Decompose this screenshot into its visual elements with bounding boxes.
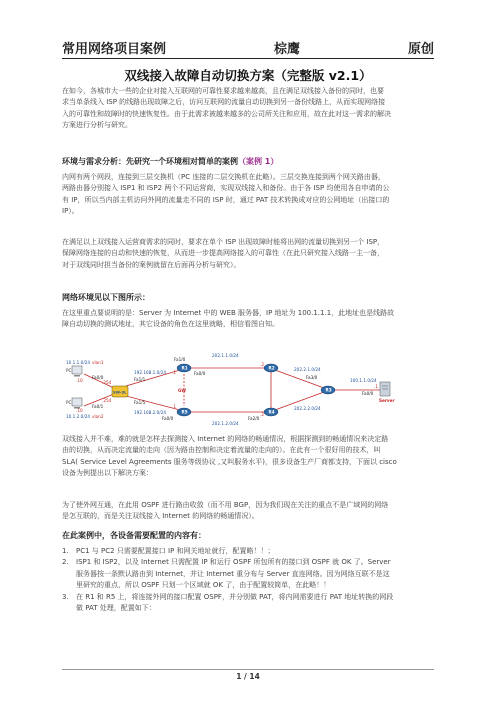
text-line: 求当单条线入 ISP 的线路出现故障之后，访问互联网的流量自动切换到另一备份线路上，从而实现网络接 xyxy=(62,98,386,107)
text-line: 在如今，各城市大一些的企业对接入互联网的可靠性要求越来越高，且在满足双线接入备份的同时，也要 xyxy=(62,87,384,95)
header-rule xyxy=(62,58,434,59)
net-top-label: 202.1.1.0/24 xyxy=(212,353,239,358)
r3-fa30-label: Fa3/0 xyxy=(306,375,318,380)
host-254-a: .254 xyxy=(102,380,112,385)
router-r1-label: R1 xyxy=(181,365,188,371)
page-number: 1 / 14 xyxy=(236,672,260,681)
list-item xyxy=(62,546,434,557)
text-line: 障自动切换的测试地址，其它设备的角色在这里就略，相信看图自知。 xyxy=(62,320,279,329)
link-r1-label: 192.168.1.0/24 xyxy=(134,370,167,375)
pc1-label: PC xyxy=(66,368,72,373)
section-heading-network: 网络环境见以下图所示： xyxy=(62,293,150,302)
list-number: 2. xyxy=(62,558,69,567)
list-item xyxy=(62,592,434,615)
r5-fa00-label: Fa0/0 xyxy=(162,416,174,421)
page-header xyxy=(62,38,434,56)
text-line: 内网有两个网段，连接到三层交换机（PC 连接的二层交换机在此略）。三层交换连接到两个网关路由器， xyxy=(62,173,385,181)
list-item xyxy=(62,557,434,591)
ospf-paragraph xyxy=(62,500,434,523)
text-line: 里研究的重点，所以 OSPF 只划一个区域就 OK 了，由于配置较简单，在此略！！ xyxy=(76,581,331,590)
text-line: ISP1 和 ISP2，以及 Internet 只需配置 IP 和运行 OSPF 所包所有的接口到 OSPF 就 OK 了。Server xyxy=(76,558,391,567)
switch-fa01-label: Fa0/1 xyxy=(92,404,104,409)
router-r2-label: R2 xyxy=(268,365,275,371)
text-line: 设备为例提出以下解决方案： xyxy=(62,469,153,478)
sla-paragraph xyxy=(62,434,434,480)
text-line: 在 R1 和 R5 上，将连接外网的接口配置 OSPF，并分别做 PAT，将内网需要进行 PAT 地址转换的网段 xyxy=(76,592,394,601)
text-line: 双线接入并不难，难的就是怎样去探测接入 Internet 的网络的畅通情况，根据探测到的畅通情况来决定路 xyxy=(62,435,389,443)
lan2-label: 10.1.2.0/24 xyxy=(66,414,91,419)
config-list xyxy=(62,546,434,614)
header-left: 常用网络项目案例 xyxy=(62,41,167,57)
text-line: 为了使外网互通，在此用 OSPF 进行路由收敛（而不用 BGP，因为我们现在关注的重点不是广域网的网络 xyxy=(62,501,389,509)
pc2-label: PC xyxy=(66,400,72,405)
r1-fa10-label: Fa1/0 xyxy=(174,357,186,362)
intro-paragraph xyxy=(62,86,434,132)
text-line: 入的可靠性和故障时的快速恢复性。由于此需求被越来越多的公司所关注和应用，故在此对这一需求的解决 xyxy=(62,109,391,118)
pc1-icon xyxy=(72,366,82,377)
lan1-label: 10.1.1.0/24 xyxy=(66,360,91,365)
switch-fa11-label: Fa1/1 xyxy=(134,377,146,382)
section-heading-text: 环境与需求分析：先研究一个环境相对简单的案例 xyxy=(62,157,238,166)
text-line: 对于双线同时担当备份的案例就留在后面再分析与研究）。 xyxy=(62,260,241,269)
server-label: Server xyxy=(379,398,395,403)
text-line: 做 PAT 处理，配置如下： xyxy=(76,604,156,613)
server-f0-label: Fa0/0 xyxy=(362,391,374,396)
header-center: 棕鹰 xyxy=(273,41,300,57)
router-r3-label: R3 xyxy=(325,387,332,393)
server-paragraph xyxy=(62,308,434,331)
text-line: 由的切换，从而决定流量的走向（因为路由控制和决定着流量的走向的）。在此有一个很好用的技术，叫 xyxy=(62,446,381,455)
switch-fa15-label: Fa1/5 xyxy=(134,400,146,405)
section-heading-config: 在此案例中，各设备需要配置的内容有： xyxy=(62,531,206,540)
footer-rule xyxy=(62,669,434,670)
text-line: 服务器按一条默认路由到 Internet，并让 Internet 重分布与 Server 直连网络。因为网络互联不是这 xyxy=(76,569,390,578)
lan2-tag: vlan2 xyxy=(92,414,104,419)
text-line: 两路由器分别接入 ISP1 和 ISP2 两个不同运营商，实现双线接入和备份。由于各 ISP 均使用各自申请的公 xyxy=(62,184,390,193)
list-number: 3. xyxy=(62,592,69,601)
section-heading-environment xyxy=(62,156,434,167)
text-line: 方案进行分析与研究。 xyxy=(62,121,132,130)
net-server-label: 100.1.1.0/24 xyxy=(350,378,377,383)
document-title: 双线接入故障自动切换方案（完整版 v2.1） xyxy=(124,68,372,83)
text-line: 有 IP，所以当内部主机访问外网的流量走不同的 ISP 时，通过 PAT 技术转换成对应的公网地址（出接口的 xyxy=(62,195,390,204)
requirement-paragraph xyxy=(62,237,434,271)
lan1-tag: vlan1 xyxy=(92,360,104,365)
r1-fa00-label: Fa0/0 xyxy=(194,371,206,376)
text-line: PC1 与 PC2 只需要配置接口 IP 和网关地址就行，配置略！！； xyxy=(76,547,275,555)
host-10-a: .10 xyxy=(76,378,83,383)
list-number: 1. xyxy=(62,547,69,555)
host-2-a: .2 xyxy=(260,362,264,367)
host-10-b: .10 xyxy=(76,408,83,413)
switch-label: SW-3L xyxy=(113,389,127,395)
net-bottom-right-label: 202.2.2.0/24 xyxy=(294,406,321,411)
pc2-icon xyxy=(72,398,82,409)
host-2-b: .2 xyxy=(260,412,264,417)
text-line: 是怎互联的，而是关注双线接入 Internet 的网络的畅通情况）。 xyxy=(62,512,259,521)
link-r5-label: 192.168.2.0/24 xyxy=(134,410,167,415)
text-line: 保障网络连接的自动和快速的恢复，从而进一步提高网络接入的可靠性（在此只研究接入线路一主一备， xyxy=(62,249,384,258)
network-topology-diagram xyxy=(62,348,432,428)
gw-label: GW xyxy=(178,388,187,393)
r4-fa20-label: Fa2/0 xyxy=(248,416,260,421)
net-bottom-label: 202.1.2.0/24 xyxy=(212,421,239,426)
host-1-b: .1 xyxy=(172,404,176,409)
switch-fa00-label: Fa0/0 xyxy=(92,375,104,380)
host-1-a: .1 xyxy=(172,370,176,375)
router-r5-label: R5 xyxy=(181,409,188,415)
server-icon xyxy=(380,382,390,396)
host-1-c: .1 xyxy=(374,384,378,389)
host-254-b: .254 xyxy=(102,398,112,403)
router-r4-label: R4 xyxy=(268,409,275,415)
header-right: 原创 xyxy=(407,41,434,57)
text-line: SLA( Service Level Agreements 服务等级协议 ,又叫服务水平)，很多设备生产厂商都支持，下面以 cisco xyxy=(62,457,397,466)
case-label: （案例 1） xyxy=(238,157,279,166)
text-line: 在满足以上双线接入运营商需求的同时，要求在单个 ISP 出现故障时能将出网的流量切换到另一个 ISP， xyxy=(62,238,385,246)
net-right-label: 202.2.1.0/24 xyxy=(294,367,321,372)
text-line: 在这里重点要说明的是：Server 为 Internet 中的 WEB 服务器，IP 地址为 100.1.1.1，此地址也是线路故 xyxy=(62,309,395,317)
text-line: IP）。 xyxy=(62,207,79,216)
environment-paragraph xyxy=(62,172,434,218)
